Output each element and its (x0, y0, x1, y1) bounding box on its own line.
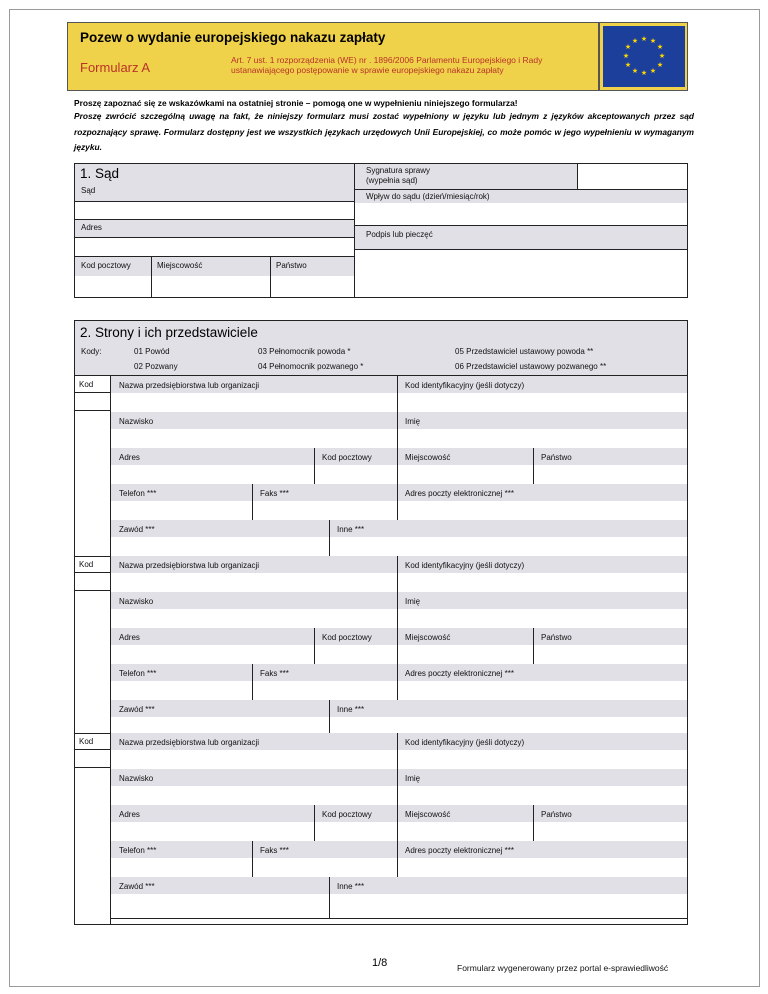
case-ref-label: Sygnatura sprawy (wypełnia sąd) (366, 166, 431, 185)
party-phone-label: Telefon *** (119, 669, 157, 678)
code-02: 02 Pozwany (134, 362, 178, 371)
party-surname-field[interactable] (111, 429, 397, 448)
party-postal-field[interactable] (314, 822, 397, 841)
party-name-field[interactable] (397, 786, 687, 805)
party-name-field[interactable] (397, 429, 687, 448)
party-address-field[interactable] (111, 465, 314, 484)
party-fax-label: Faks *** (260, 489, 289, 498)
party-name-label: Imię (405, 774, 421, 783)
party-address-field[interactable] (111, 822, 314, 841)
party-city-field[interactable] (397, 822, 533, 841)
party-ident-label: Kod identyfikacyjny (jeśli dotyczy) (405, 561, 525, 570)
party-postal-label: Kod pocztowy (322, 810, 372, 819)
party-city-label: Miejscowość (405, 633, 451, 642)
notice-instructions: Proszę zapoznać się ze wskazówkami na ostatniej stronie – pomogą one w wypełnieniu niniejszego formularza! (74, 98, 518, 108)
party-fax-field[interactable] (252, 858, 397, 877)
party-profession-label: Zawód *** (119, 882, 155, 891)
party-phone-field[interactable] (111, 681, 252, 700)
svg-text:★: ★ (624, 61, 632, 69)
signature-field[interactable] (355, 249, 687, 297)
party-ident-label: Kod identyfikacyjny (jeśli dotyczy) (405, 738, 525, 747)
party-country-field[interactable] (533, 465, 687, 484)
svg-text:★: ★ (640, 35, 648, 43)
code-01: 01 Powód (134, 347, 170, 356)
form-name: Formularz A (80, 60, 151, 75)
svg-text:★: ★ (631, 67, 639, 75)
party-code-field[interactable] (75, 749, 110, 768)
party-company-field[interactable] (111, 393, 397, 412)
party-surname-label: Nazwisko (119, 597, 154, 606)
party-address-field[interactable] (111, 645, 314, 664)
code-04: 04 Pełnomocnik pozwanego * (258, 362, 364, 371)
court-city-label: Miejscowość (157, 261, 203, 270)
received-field[interactable] (355, 203, 687, 225)
court-postal-label: Kod pocztowy (81, 261, 131, 270)
received-label: Wpływ do sądu (dzień/miesiąc/rok) (366, 192, 490, 201)
party-surname-label: Nazwisko (119, 774, 154, 783)
svg-text:★: ★ (649, 37, 657, 45)
party-ident-field[interactable] (397, 750, 687, 769)
party-name-label: Imię (405, 417, 421, 426)
codes-label: Kody: (81, 347, 102, 356)
party-name-label: Imię (405, 597, 421, 606)
svg-text:★: ★ (622, 52, 630, 60)
party-country-label: Państwo (541, 453, 572, 462)
court-field[interactable] (75, 201, 354, 219)
section2-title: 2. Strony i ich przedstawiciele (80, 325, 258, 340)
eu-flag-icon (603, 26, 685, 87)
party-other-label: Inne *** (337, 705, 365, 714)
party-country-label: Państwo (541, 633, 572, 642)
party-phone-field[interactable] (111, 858, 252, 877)
party-profession-label: Zawód *** (119, 705, 155, 714)
party-address-label: Adres (119, 633, 140, 642)
party-fax-label: Faks *** (260, 669, 289, 678)
party-name-field[interactable] (397, 609, 687, 628)
party-city-field[interactable] (397, 465, 533, 484)
party-profession-field[interactable] (111, 894, 329, 918)
section1-title: 1. Sąd (80, 166, 120, 181)
party-profession-field[interactable] (111, 537, 329, 556)
party-company-field[interactable] (111, 750, 397, 769)
party-phone-label: Telefon *** (119, 489, 157, 498)
party-city-label: Miejscowość (405, 810, 451, 819)
case-ref-field[interactable] (578, 164, 687, 189)
court-label: Sąd (81, 186, 96, 195)
svg-text:★: ★ (631, 37, 639, 45)
party-address-label: Adres (119, 810, 140, 819)
party-email-label: Adres poczty elektronicznej *** (405, 669, 514, 678)
party-postal-label: Kod pocztowy (322, 633, 372, 642)
party-surname-field[interactable] (111, 609, 397, 628)
form-header (67, 22, 688, 91)
svg-text:★: ★ (649, 67, 657, 75)
party-city-label: Miejscowość (405, 453, 451, 462)
svg-text:★: ★ (624, 43, 632, 51)
party-company-field[interactable] (111, 573, 397, 592)
party-surname-field[interactable] (111, 786, 397, 805)
party-country-field[interactable] (533, 645, 687, 664)
code-06: 06 Przedstawiciel ustawowy pozwanego ** (455, 362, 607, 371)
svg-text:★: ★ (658, 52, 666, 60)
code-03: 03 Pełnomocnik powoda * (258, 347, 351, 356)
party-address-label: Adres (119, 453, 140, 462)
party-code-label: Kod (79, 737, 94, 746)
party-email-field[interactable] (397, 858, 687, 877)
court-address-field[interactable] (75, 237, 354, 256)
header-divider (598, 23, 600, 90)
svg-text:★: ★ (640, 69, 648, 77)
party-phone-field[interactable] (111, 501, 252, 520)
party-other-label: Inne *** (337, 525, 365, 534)
party-company-label: Nazwa przedsiębiorstwa lub organizacji (119, 738, 260, 747)
court-country-field[interactable] (270, 276, 354, 297)
party-surname-label: Nazwisko (119, 417, 154, 426)
party-email-field[interactable] (397, 681, 687, 700)
party-code-label: Kod (79, 380, 94, 389)
generated-note: Formularz wygenerowany przez portal e-sprawiedliwość (457, 963, 669, 973)
party-ident-label: Kod identyfikacyjny (jeśli dotyczy) (405, 381, 525, 390)
party-ident-field[interactable] (397, 393, 687, 412)
party-fax-label: Faks *** (260, 846, 289, 855)
legal-basis: Art. 7 ust. 1 rozporządzenia (WE) nr . 1896/2006 Parlamentu Europejskiego i Rady ustanawiającego postępowanie w sprawie europejskiego nakazu zapłaty (231, 55, 543, 75)
signature-label: Podpis lub pieczęć (366, 230, 433, 239)
court-postal-field[interactable] (75, 276, 151, 297)
party-other-field[interactable] (329, 537, 687, 556)
party-other-field[interactable] (329, 894, 687, 918)
party-email-field[interactable] (397, 501, 687, 520)
party-postal-label: Kod pocztowy (322, 453, 372, 462)
party-fax-field[interactable] (252, 501, 397, 520)
party-email-label: Adres poczty elektronicznej *** (405, 489, 514, 498)
party-country-field[interactable] (533, 822, 687, 841)
party-email-label: Adres poczty elektronicznej *** (405, 846, 514, 855)
party-code-field[interactable] (75, 392, 110, 411)
party-code-label: Kod (79, 560, 94, 569)
party-ident-field[interactable] (397, 573, 687, 592)
form-title: Pozew o wydanie europejskiego nakazu zapłaty (80, 30, 386, 45)
party-city-field[interactable] (397, 645, 533, 664)
court-city-field[interactable] (151, 276, 270, 297)
code-05: 05 Przedstawiciel ustawowy powoda ** (455, 347, 594, 356)
svg-text:★: ★ (656, 43, 664, 51)
party-other-label: Inne *** (337, 882, 365, 891)
notice-language: Proszę zwrócić szczególną uwagę na fakt, że niniejszy formularz musi zostać wypełniony w języku lub jednym z języków akceptowanych przez sąd rozpoznający sprawę. Formularz dostępny jest we wszystkich językach urzędowych Unii Europejskiej, co może pomóc w jego wypełnieniu w wymaganym języku. (74, 111, 694, 152)
party-company-label: Nazwa przedsiębiorstwa lub organizacji (119, 561, 260, 570)
party-code-field[interactable] (75, 572, 110, 591)
party-country-label: Państwo (541, 810, 572, 819)
party-company-label: Nazwa przedsiębiorstwa lub organizacji (119, 381, 260, 390)
party-fax-field[interactable] (252, 681, 397, 700)
court-country-label: Państwo (276, 261, 307, 270)
party-postal-field[interactable] (314, 465, 397, 484)
court-address-label: Adres (81, 223, 102, 232)
party-postal-field[interactable] (314, 645, 397, 664)
page-number: 1/8 (372, 957, 388, 969)
party-phone-label: Telefon *** (119, 846, 157, 855)
svg-text:★: ★ (656, 61, 664, 69)
party-profession-label: Zawód *** (119, 525, 155, 534)
